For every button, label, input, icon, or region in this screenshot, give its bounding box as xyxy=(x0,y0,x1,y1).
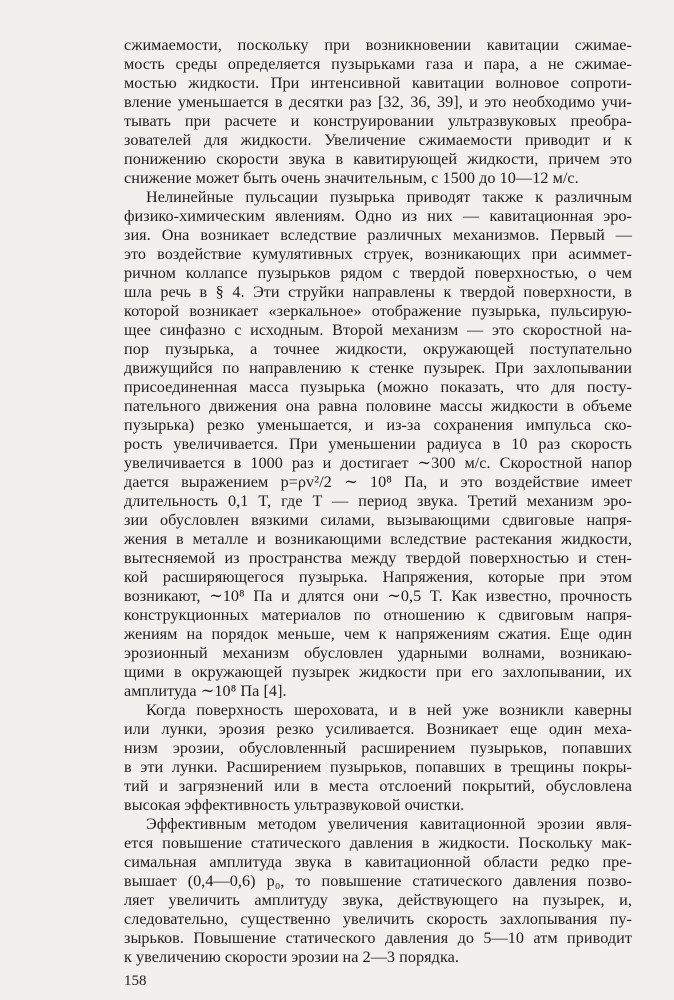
text-line: низм эрозии, обусловленный расширением пузырьков, попавших xyxy=(124,739,632,757)
text-line: длительность 0,1 T, где T — период звука. Третий механизм эро- xyxy=(124,492,632,510)
text-line: рость увеличивается. При уменьшении радиуса в 10 раз скорость xyxy=(124,435,632,453)
text-line: движущийся по направлению к стенке пузырек. При захлопывании xyxy=(124,359,632,377)
text-line: пательного движения она равна половине массы жидкости в объеме xyxy=(124,397,632,415)
text-line: ется повышение статического давления в жидкости. Поскольку мак- xyxy=(124,834,632,852)
text-line: пузырька) резко уменьшается, и из-за сохранения импульса ско- xyxy=(124,416,632,434)
text-line: возникают, ∼10⁸ Па и длятся они ∼0,5 T. Как известно, прочность xyxy=(124,587,632,605)
text-line: мость среды определяется пузырьками газа и пара, а не сжимае- xyxy=(124,55,632,73)
text-line: которой возникает «зеркальное» отображение пузырька, пульсирую- xyxy=(124,302,632,320)
text-line: Нелинейные пульсации пузырька приводят также к различным xyxy=(146,188,632,206)
text-line: ричном коллапсе пузырьков рядом с твердой поверхностью, о чем xyxy=(124,264,632,282)
text-line: эрозионный механизм обусловлен ударными волнами, возникаю- xyxy=(124,644,632,662)
text-line: ляет увеличить амплитуду звука, действующего на пузырек, и, xyxy=(124,891,632,909)
text-line: вытесняемой из пространства между твердой поверхностью и стен- xyxy=(124,549,632,567)
text-line: физико-химическим явлениям. Одно из них — кавитационная эро- xyxy=(124,207,632,225)
text-line: Когда поверхность шероховата, и в ней уже возникли каверны xyxy=(146,701,632,719)
text-line: это воздействие кумулятивных струек, возникающих при асиммет- xyxy=(124,245,632,263)
text-line: тывать при расчете и конструировании ультразвуковых преобра- xyxy=(124,112,632,130)
text-line: присоединенная масса пузырька (можно показать, что для посту- xyxy=(124,378,632,396)
text-line: тий и загрязнений или в места отслоений покрытий, обусловлена xyxy=(124,777,632,795)
text-line: или лунки, эрозия резко усиливается. Возникает еще один меха- xyxy=(124,720,632,738)
text-line: мостью жидкости. При интенсивной кавитации волновое сопроти- xyxy=(124,74,632,92)
text-line: вление уменьшается в десятки раз [32, 36, 39], и это необходимо учи- xyxy=(124,93,632,111)
text-line: жениям на порядок меньше, чем к напряжениям сжатия. Еще один xyxy=(124,625,632,643)
text-line: к увеличению скорости эрозии на 2—3 порядка. xyxy=(124,948,459,966)
text-line: увеличивается в 1000 раз и достигает ∼300 м/с. Скоростной напор xyxy=(124,454,632,472)
text-line: сжимаемости, поскольку при возникновении кавитации сжимае- xyxy=(124,36,632,54)
text-line: кой расширяющегося пузырька. Напряжения, которые при этом xyxy=(124,568,632,586)
text-line: понижению скорости звука в кавитирующей жидкости, причем это xyxy=(124,150,632,168)
page-number: 158 xyxy=(124,973,147,989)
text-line: высокая эффективность ультразвуковой очистки. xyxy=(124,796,465,814)
text-line: щими в окружающей пузырек жидкости при его захлопывании, их xyxy=(124,663,632,681)
text-line: щее синфазно с исходным. Второй механизм — это скоростной на- xyxy=(124,321,632,339)
text-line: шла речь в § 4. Эти струйки направлены к твердой поверхности, в xyxy=(124,283,632,301)
text-line: дается выражением p=ρv²/2 ∼ 10⁸ Па, и это воздействие имеет xyxy=(124,473,632,491)
text-line: следовательно, существенно увеличить скорость захлопывания пу- xyxy=(124,910,632,928)
text-line: амплитуда ∼10⁸ Па [4]. xyxy=(124,682,287,700)
text-line: пор пузырька, а точнее жидкости, окружающей поступательно xyxy=(124,340,632,358)
text-line: зователей для жидкости. Увеличение сжимаемости приводит и к xyxy=(124,131,632,149)
text-line: снижение может быть очень значительным, с 1500 до 10—12 м/с. xyxy=(124,169,579,187)
text-line: вышает (0,4—0,6) p₀, то повышение статического давления позво- xyxy=(124,872,632,890)
text-line: зии обусловлен вязкими силами, вызывающими сдвиговые напря- xyxy=(124,511,632,529)
text-line: Эффективным методом увеличения кавитационной эрозии явля- xyxy=(146,815,632,833)
text-line: жения в металле и возникающими вследствие растекания жидкости, xyxy=(124,530,632,548)
text-line: зырьков. Повышение статического давления до 5—10 атм приводит xyxy=(124,929,632,947)
text-line: симальная амплитуда звука в кавитационной области редко пре- xyxy=(124,853,632,871)
text-line: в эти лунки. Расширением пузырьков, попавших в трещины покры- xyxy=(124,758,632,776)
text-line: конструкционных материалов по отношению к сдвиговым напря- xyxy=(124,606,632,624)
text-line: зия. Она возникает вследствие различных механизмов. Первый — xyxy=(124,226,632,244)
